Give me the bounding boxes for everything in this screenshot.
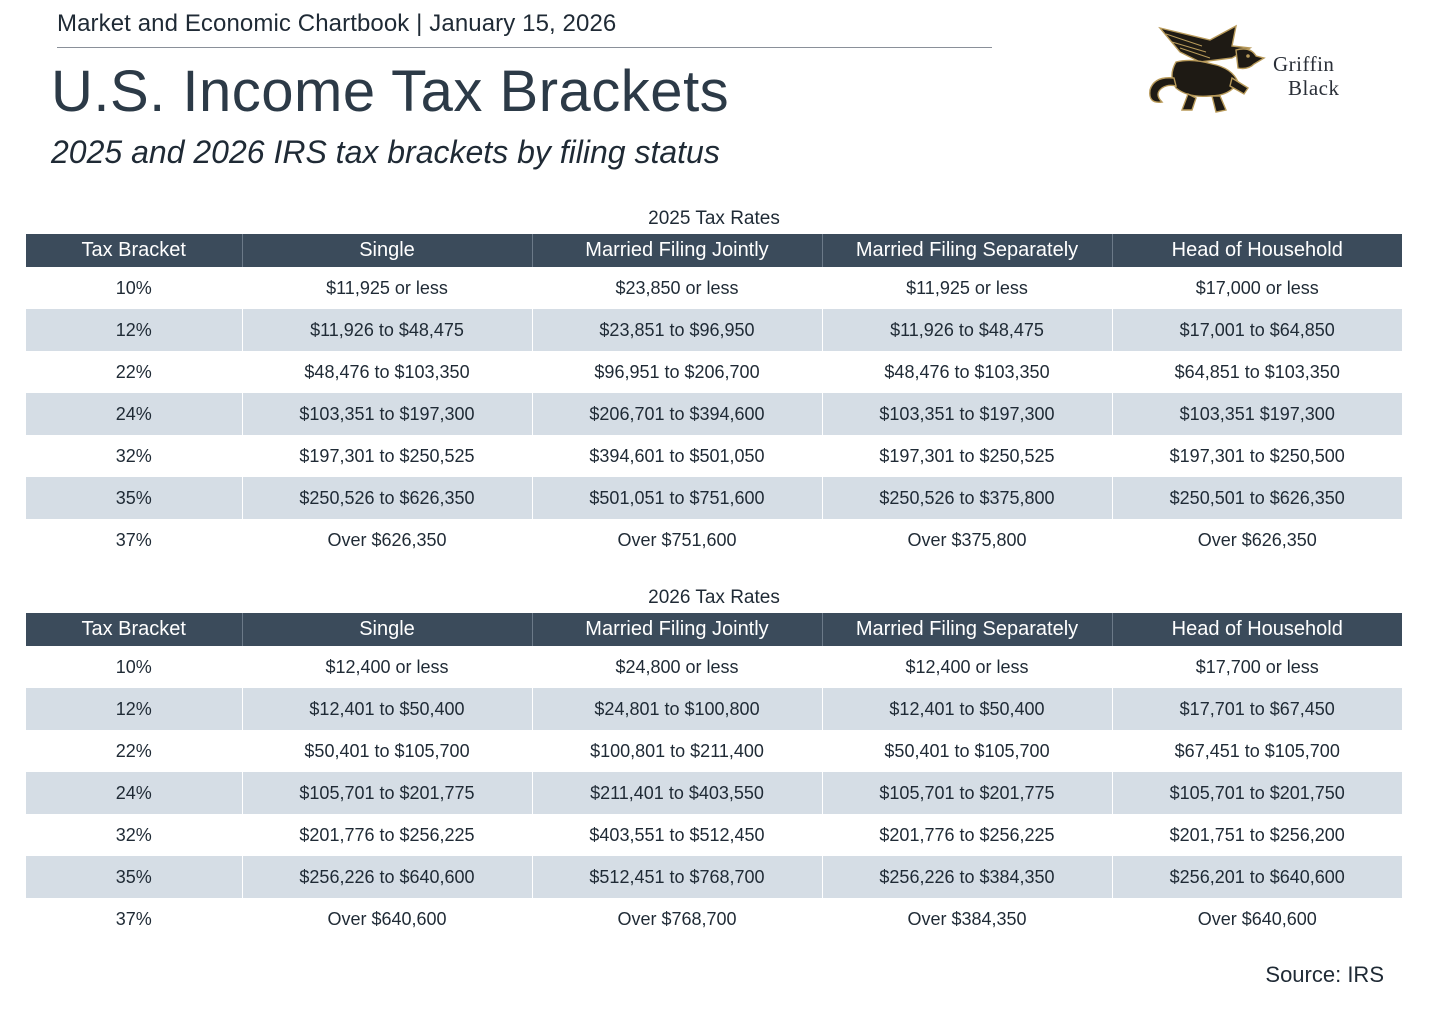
- cell-head-of-household: $256,201 to $640,600: [1112, 856, 1402, 898]
- cell-married-separately: Over $375,800: [822, 519, 1112, 561]
- cell-married-separately: $256,226 to $384,350: [822, 856, 1112, 898]
- cell-single: $48,476 to $103,350: [242, 351, 532, 393]
- cell-head-of-household: $197,301 to $250,500: [1112, 435, 1402, 477]
- cell-single: $250,526 to $626,350: [242, 477, 532, 519]
- cell-married-jointly: $23,851 to $96,950: [532, 309, 822, 351]
- col-header-married-jointly: Married Filing Jointly: [532, 613, 822, 646]
- table-row: [26, 519, 1402, 561]
- cell-single: $103,351 to $197,300: [242, 393, 532, 435]
- cell-married-separately: $50,401 to $105,700: [822, 730, 1112, 772]
- cell-rate: 24%: [26, 772, 242, 814]
- cell-married-separately: $48,476 to $103,350: [822, 351, 1112, 393]
- table-row: [26, 393, 1402, 435]
- cell-single: $11,926 to $48,475: [242, 309, 532, 351]
- cell-single: $11,925 or less: [242, 267, 532, 309]
- table-row: [26, 688, 1402, 730]
- cell-married-jointly: $211,401 to $403,550: [532, 772, 822, 814]
- header-divider: [57, 47, 992, 48]
- col-header-head-of-household: Head of Household: [1112, 234, 1402, 267]
- cell-rate: 12%: [26, 688, 242, 730]
- cell-head-of-household: $105,701 to $201,750: [1112, 772, 1402, 814]
- cell-head-of-household: Over $626,350: [1112, 519, 1402, 561]
- cell-rate: 10%: [115, 277, 152, 298]
- cell-rate: 32%: [115, 445, 152, 466]
- logo-text-griffin: Griffin: [1273, 52, 1335, 76]
- cell-married-jointly: Over $768,700: [532, 898, 822, 940]
- cell-head-of-household: $17,001 to $64,850: [1112, 309, 1402, 351]
- col-header-single: Single: [242, 613, 532, 646]
- cell-head-of-household: $17,700 or less: [1112, 646, 1402, 688]
- table-row: [26, 772, 1402, 814]
- table-header-row: [26, 234, 1402, 267]
- cell-single: $105,701 to $201,775: [242, 772, 532, 814]
- table-header-row: [26, 613, 1402, 646]
- cell-single: $256,226 to $640,600: [242, 856, 532, 898]
- cell-married-separately: $12,400 or less: [822, 646, 1112, 688]
- cell-rate: 35%: [26, 477, 242, 519]
- table-row: [26, 435, 1402, 477]
- cell-married-jointly: $512,451 to $768,700: [532, 856, 822, 898]
- cell-single: $50,401 to $105,700: [242, 730, 532, 772]
- col-header-tax-bracket: Tax Bracket: [26, 234, 242, 267]
- table-row: [26, 351, 1402, 393]
- cell-married-separately: $197,301 to $250,525: [822, 435, 1112, 477]
- cell-married-jointly: $96,951 to $206,700: [532, 351, 822, 393]
- cell-rate: 32%: [115, 824, 152, 845]
- cell-married-jointly: $24,800 or less: [532, 646, 822, 688]
- col-header-married-jointly: Married Filing Jointly: [532, 234, 822, 267]
- cell-married-separately: $11,925 or less: [822, 267, 1112, 309]
- cell-married-jointly: $403,551 to $512,450: [532, 814, 822, 856]
- table-row: [26, 477, 1402, 519]
- cell-single: Over $626,350: [242, 519, 532, 561]
- cell-single: $197,301 to $250,525: [242, 435, 532, 477]
- table-row: [26, 309, 1402, 351]
- page-subtitle: 2025 and 2026 IRS tax brackets by filing status: [51, 134, 720, 170]
- cell-married-separately: $105,701 to $201,775: [822, 772, 1112, 814]
- cell-single: $12,401 to $50,400: [242, 688, 532, 730]
- cell-married-separately: Over $384,350: [822, 898, 1112, 940]
- page-title: U.S. Income Tax Brackets: [51, 59, 730, 124]
- table-row: [26, 730, 1402, 772]
- cell-rate: 35%: [26, 856, 242, 898]
- cell-head-of-household: $250,501 to $626,350: [1112, 477, 1402, 519]
- cell-married-jointly: $23,850 or less: [532, 267, 822, 309]
- cell-head-of-household: Over $640,600: [1112, 898, 1402, 940]
- cell-married-separately: $12,401 to $50,400: [822, 688, 1112, 730]
- griffin-black-logo: [1140, 18, 1370, 118]
- cell-married-separately: $103,351 to $197,300: [822, 393, 1112, 435]
- col-header-tax-bracket: Tax Bracket: [26, 613, 242, 646]
- cell-rate: 37%: [115, 908, 152, 929]
- cell-married-jointly: $501,051 to $751,600: [532, 477, 822, 519]
- griffin-icon: [1140, 18, 1270, 118]
- cell-married-separately: $11,926 to $48,475: [822, 309, 1112, 351]
- cell-rate: 37%: [115, 529, 152, 550]
- cell-married-jointly: $394,601 to $501,050: [532, 435, 822, 477]
- table-row: [26, 856, 1402, 898]
- table-row: [26, 898, 1402, 940]
- cell-rate: 10%: [115, 656, 152, 677]
- tax-table-2026: [26, 613, 1402, 940]
- cell-married-jointly: $100,801 to $211,400: [532, 730, 822, 772]
- cell-rate: 12%: [26, 309, 242, 351]
- cell-head-of-household: $17,701 to $67,450: [1112, 688, 1402, 730]
- cell-single: $12,400 or less: [242, 646, 532, 688]
- cell-head-of-household: $103,351 $197,300: [1112, 393, 1402, 435]
- cell-married-jointly: $206,701 to $394,600: [532, 393, 822, 435]
- cell-rate: 24%: [26, 393, 242, 435]
- cell-single: $201,776 to $256,225: [242, 814, 532, 856]
- cell-head-of-household: $67,451 to $105,700: [1112, 730, 1402, 772]
- table-2026-caption: 2026 Tax Rates: [648, 587, 780, 608]
- cell-married-jointly: Over $751,600: [532, 519, 822, 561]
- cell-single: Over $640,600: [242, 898, 532, 940]
- cell-head-of-household: $201,751 to $256,200: [1112, 814, 1402, 856]
- table-row: [26, 814, 1402, 856]
- table-2025-caption: 2025 Tax Rates: [648, 208, 780, 229]
- cell-rate: 22%: [115, 361, 152, 382]
- col-header-head-of-household: Head of Household: [1112, 613, 1402, 646]
- table-row: [26, 646, 1402, 688]
- col-header-single: Single: [242, 234, 532, 267]
- logo-text-black: Black: [1288, 76, 1340, 100]
- cell-head-of-household: $17,000 or less: [1112, 267, 1402, 309]
- chartbook-header: Market and Economic Chartbook | January 15, 2026: [57, 10, 617, 37]
- col-header-married-separately: Married Filing Separately: [822, 613, 1112, 646]
- col-header-married-separately: Married Filing Separately: [822, 234, 1112, 267]
- tax-table-2025: [26, 234, 1402, 561]
- cell-married-separately: $201,776 to $256,225: [822, 814, 1112, 856]
- table-row: [26, 267, 1402, 309]
- cell-head-of-household: $64,851 to $103,350: [1112, 351, 1402, 393]
- cell-married-jointly: $24,801 to $100,800: [532, 688, 822, 730]
- cell-rate: 22%: [115, 740, 152, 761]
- cell-married-separately: $250,526 to $375,800: [822, 477, 1112, 519]
- source-note: Source: IRS: [1265, 962, 1384, 987]
